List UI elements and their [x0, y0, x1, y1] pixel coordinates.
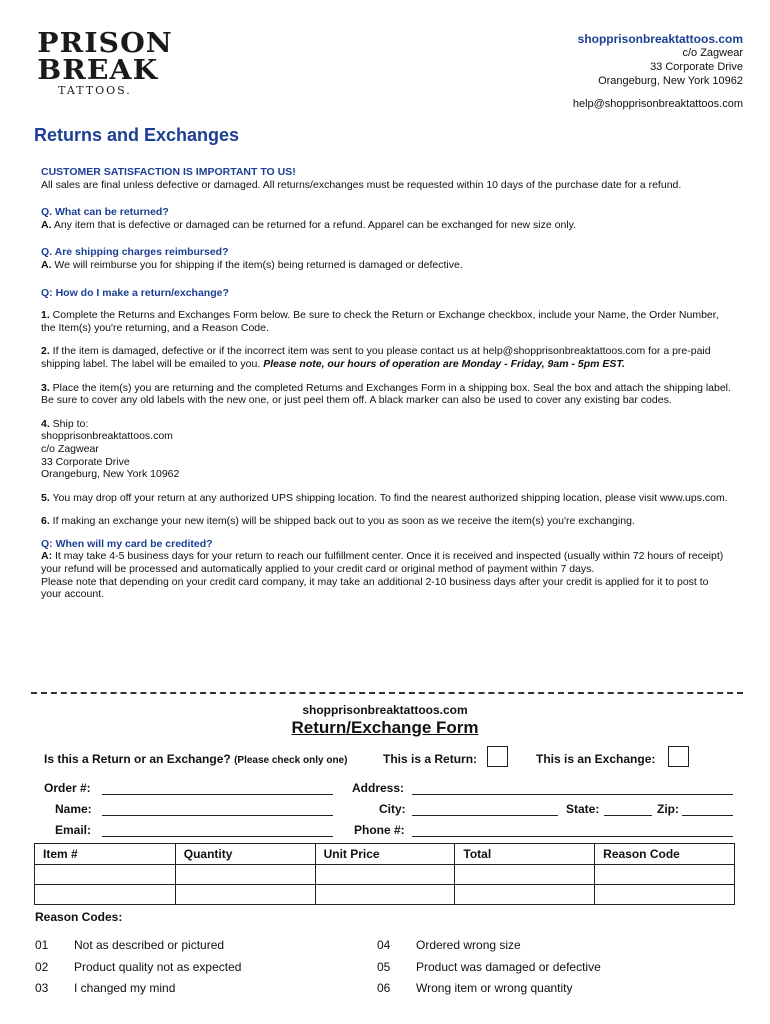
table-cell[interactable] — [455, 885, 595, 905]
logo-line-1: PRISON — [37, 28, 173, 59]
step-text: If making an exchange your new item(s) will be shipped back out to you as soon as we receive the item(s) you're exchanging. — [49, 515, 635, 528]
answer-text: We will reimburse you for shipping if the item(s) being returned is damaged or defective. — [51, 258, 463, 271]
table-row — [35, 865, 735, 885]
reason-code: 01 — [35, 938, 49, 952]
name-label: Name: — [55, 802, 92, 816]
company-website: shopprisonbreaktattoos.com — [577, 32, 743, 46]
address-line-3: Orangeburg, New York 10962 — [598, 75, 743, 87]
city-label: City: — [379, 802, 406, 816]
step-number: 3. — [41, 381, 50, 394]
step-number: 5. — [41, 491, 50, 504]
form-title: Return/Exchange Form — [291, 718, 479, 737]
name-field[interactable] — [102, 815, 333, 816]
address-label: Address: — [352, 781, 405, 795]
table-cell[interactable] — [595, 865, 735, 885]
step-6 — [41, 515, 731, 528]
step-text: Place the item(s) you are returning and the completed Returns and Exchanges Form in a shipping box. Seal the box and attach the shipping label. Be sure to cover any old labels with the new one, or just peel them off. A black marker can also be used to cover any existing bar codes. — [41, 381, 731, 407]
policy-content — [41, 166, 731, 601]
exchange-checkbox[interactable] — [668, 746, 689, 767]
faq-answer-2 — [41, 259, 731, 272]
step-text: You may drop off your return at any authorized UPS shipping location. To find the nearest authorized shipping location, please visit www.ups.com. — [49, 491, 728, 504]
email-label: Email: — [55, 823, 92, 837]
items-table — [34, 843, 735, 905]
company-email: help@shopprisonbreaktattoos.com — [572, 98, 743, 110]
step-3 — [41, 382, 731, 407]
reason-text: Wrong item or wrong quantity — [416, 981, 573, 995]
table-header-row — [35, 844, 735, 865]
faq-answer-4 — [41, 550, 731, 575]
step-number: 1. — [41, 309, 50, 322]
reason-text: I changed my mind — [74, 981, 176, 995]
ship-to-line-3: 33 Corporate Drive — [41, 455, 130, 468]
logo-line-3: TATTOOS. — [58, 84, 132, 97]
faq-question-1: Q. What can be returned? — [41, 206, 169, 219]
reason-code: 03 — [35, 981, 49, 995]
return-or-exchange-question — [44, 752, 347, 766]
answer-text: Any item that is defective or damaged can be returned for a refund. Apparel can be exchanged for new size only. — [51, 218, 577, 231]
faq-answer-1 — [41, 219, 731, 232]
answer-label: A. — [41, 218, 52, 231]
state-field[interactable] — [604, 815, 652, 816]
company-logo — [37, 28, 173, 98]
phone-field[interactable] — [412, 836, 733, 837]
table-cell[interactable] — [455, 865, 595, 885]
table-cell[interactable] — [175, 885, 315, 905]
step-5 — [41, 492, 731, 505]
page-title: Returns and Exchanges — [34, 125, 240, 145]
faq-question-3: Q: How do I make a return/exchange? — [41, 286, 229, 299]
reason-code: 02 — [35, 960, 49, 974]
order-number-label: Order #: — [44, 781, 91, 795]
address-line-1: c/o Zagwear — [682, 47, 743, 59]
step-text: If the item is damaged, defective or if the incorrect item was sent to you please contact us at help@shopprisonbreaktattoos.com for a pre-paid shipping label. The label will be emailed to you. — [41, 345, 711, 370]
reason-text: Not as described or pictured — [74, 938, 225, 952]
step-1 — [41, 309, 731, 334]
intro-text: All sales are final unless defective or damaged. All returns/exchanges must be requested within 10 days of the purchase date for a refund. — [41, 178, 682, 191]
step-text: Complete the Returns and Exchanges Form below. Be sure to check the Return or Exchange checkbox, include your Name, the Order Number, the Item(s) you're returning, and a Reason Code. — [41, 309, 719, 334]
step-2 — [41, 345, 731, 370]
faq-question-4: Q: When will my card be credited? — [41, 537, 213, 550]
return-checkbox[interactable] — [487, 746, 508, 767]
form-website: shopprisonbreaktattoos.com — [302, 703, 468, 717]
return-label: This is a Return: — [383, 752, 478, 766]
ship-to-line-2: c/o Zagwear — [41, 442, 99, 455]
faq-question-2: Q. Are shipping charges reimbursed? — [41, 246, 229, 259]
hours-note: Please note, our hours of operation are Monday - Friday, 9am - 5pm EST. — [263, 357, 625, 370]
exchange-label: This is an Exchange: — [536, 752, 656, 766]
table-cell[interactable] — [315, 865, 455, 885]
question-text: Is this a Return or an Exchange? — [44, 752, 231, 766]
step-number: 6. — [41, 515, 50, 528]
reason-text: Product was damaged or defective — [416, 960, 601, 974]
faq-answer-4-note: Please note that depending on your credit card company, it may take an additional 2-10 business days after your credit is applied for it to post to your account. — [41, 575, 709, 601]
reason-code: 06 — [377, 981, 391, 995]
answer-label: A: — [41, 550, 53, 563]
question-note: (Please check only one) — [234, 755, 348, 766]
table-cell[interactable] — [35, 885, 176, 905]
address-field[interactable] — [412, 794, 733, 795]
reason-text: Product quality not as expected — [74, 960, 242, 974]
answer-label: A. — [41, 258, 52, 271]
step-4 — [41, 418, 731, 431]
city-field[interactable] — [412, 815, 558, 816]
intro-heading: CUSTOMER SATISFACTION IS IMPORTANT TO US! — [41, 166, 296, 178]
table-cell[interactable] — [175, 865, 315, 885]
column-header-reason-code: Reason Code — [595, 844, 735, 865]
answer-text: It may take 4-5 business days for your return to reach our fulfillment center. Once it is received and inspected (usually within 72 hours of receipt) your refund will be processed and automatically applied to your credit card or original method of payment within 7 days. — [41, 550, 724, 576]
company-address-block — [573, 32, 743, 111]
phone-label: Phone #: — [354, 823, 405, 837]
reason-text: Ordered wrong size — [416, 938, 521, 952]
table-cell[interactable] — [595, 885, 735, 905]
order-number-field[interactable] — [102, 794, 333, 795]
reason-codes-title: Reason Codes: — [35, 910, 123, 924]
reason-code: 04 — [377, 938, 391, 952]
ship-to-line-1: shopprisonbreaktattoos.com — [41, 430, 173, 443]
state-label: State: — [566, 802, 600, 816]
table-row — [35, 885, 735, 905]
step-text: Ship to: — [49, 417, 89, 430]
table-cell[interactable] — [315, 885, 455, 905]
column-header-quantity: Quantity — [175, 844, 315, 865]
step-number: 4. — [41, 417, 50, 430]
cut-line — [31, 692, 743, 694]
logo-line-2: BREAK — [37, 55, 159, 86]
ship-to-line-4: Orangeburg, New York 10962 — [41, 468, 180, 481]
reason-code: 05 — [377, 960, 391, 974]
column-header-unit-price: Unit Price — [315, 844, 455, 865]
zip-field[interactable] — [682, 815, 733, 816]
email-field[interactable] — [102, 836, 333, 837]
zip-label: Zip: — [657, 802, 679, 816]
address-line-2: 33 Corporate Drive — [650, 61, 743, 73]
table-cell[interactable] — [35, 865, 176, 885]
column-header-item: Item # — [35, 844, 176, 865]
step-number: 2. — [41, 345, 50, 358]
column-header-total: Total — [455, 844, 595, 865]
